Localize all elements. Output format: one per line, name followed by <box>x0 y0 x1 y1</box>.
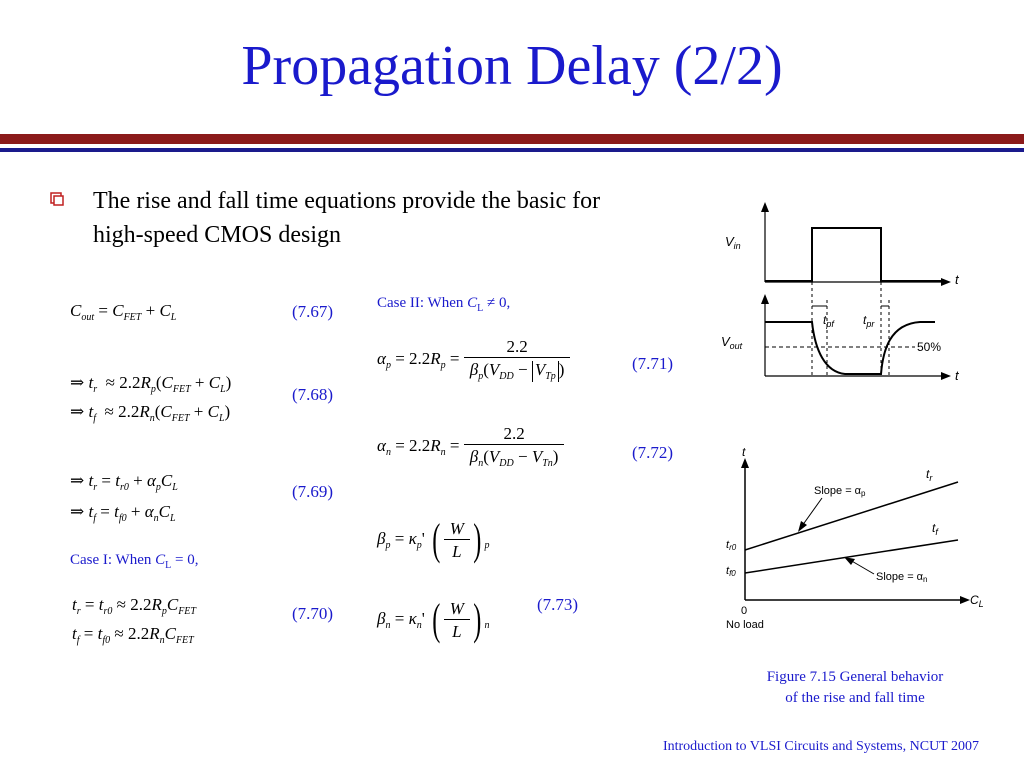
slope-p-label: Slope = αp <box>814 485 866 498</box>
equation-number-772: (7.72) <box>632 443 674 462</box>
vin-label: $V_{in}$ <box>725 234 741 251</box>
tr0-label: tr0 <box>726 539 737 552</box>
equation-number-767: (7.67) <box>292 302 334 321</box>
caption-line-2: of the rise and fall time <box>785 690 925 706</box>
title-rule-dark <box>0 134 1024 144</box>
rf-x-arrow-icon <box>960 596 970 604</box>
slope-n-arrow-icon <box>844 557 855 565</box>
slope-n-pointer <box>850 560 874 574</box>
equation-number-769: (7.69) <box>292 482 334 501</box>
equation-number-770: (7.70) <box>292 604 334 623</box>
slide-footer: Introduction to VLSI Circuits and Systems, NCUT 2007 <box>662 739 979 754</box>
bullet-square-icon <box>50 192 64 206</box>
tr-label: $t_r$ <box>926 467 933 483</box>
equation-770b: $t_f = t_{f0} \approx 2.2R_nC_{FET}$ <box>72 624 194 646</box>
equation-768a: ⇒ $t_r \approx 2.2R_p(C_{FET} + C_L)$ <box>70 373 232 395</box>
case-one-label: Case I: When $C_L = 0$, <box>70 552 199 571</box>
fifty-percent-label: 50% <box>917 340 942 354</box>
equation-772: $\alpha_n = 2.2R_n$ = $\frac{2.2}{\beta_n(V_{DD} - V_{Tn})}$ <box>377 425 564 469</box>
rf-t-axis-label: t <box>742 445 746 459</box>
slope-n-label: Slope = αn <box>876 571 928 584</box>
equation-771: $\alpha_p = 2.2R_p$ = $\frac{2.2}{\beta_p(V_{DD} - V_{Tp} )}$ <box>377 338 570 382</box>
tpr-label: $t_{pr}$ <box>863 313 875 329</box>
equation-770a: $t_r = t_{r0} \approx 2.2R_pC_{FET}$ <box>72 595 196 617</box>
equation-number-773: (7.73) <box>537 595 579 614</box>
vout-x-arrow-icon <box>941 372 951 380</box>
equation-767: $C_{out} = C_{FET} + C_L$ <box>70 301 177 323</box>
equation-768b: ⇒ $t_f \approx 2.2R_n(C_{FET} + C_L)$ <box>70 402 231 424</box>
rise-fall-figure <box>718 440 998 640</box>
vout-label: $V_{out}$ <box>721 334 743 351</box>
vout-curve <box>765 322 935 374</box>
rf-y-arrow-icon <box>741 458 749 468</box>
title-rule-blue <box>0 148 1024 152</box>
vin-y-arrow-icon <box>761 202 769 212</box>
equation-769a: ⇒ $t_r = t_{r0} + \alpha_pC_L$ <box>70 471 178 493</box>
equation-number-771: (7.71) <box>632 354 674 373</box>
figure-caption <box>725 667 985 709</box>
bullet-text: The rise and fall time equations provide the basic for high-speed CMOS design <box>93 188 601 248</box>
equation-769b: ⇒ $t_f = t_{f0} + \alpha_nC_L$ <box>70 502 176 524</box>
noload-label: No load <box>726 619 764 631</box>
waveform-figure <box>715 200 975 390</box>
equation-773b: $\beta_n = \kappa_n'$ ( $\frac{W}{L}$ ) $_n$ <box>377 595 490 644</box>
vin-pulse <box>765 228 945 281</box>
vout-t-label: t <box>955 368 959 383</box>
caption-line-1: Figure 7.15 General behavior <box>766 669 944 685</box>
tf0-label: tf0 <box>726 565 736 578</box>
equation-number-768: (7.68) <box>292 385 334 404</box>
tf-line <box>745 540 958 573</box>
tpf-label: $t_{pf}$ <box>823 313 834 329</box>
cl-axis-label: $C_L$ <box>970 593 984 609</box>
equation-773a: $\beta_p = \kappa_p'$ ( $\frac{W}{L}$ ) $_p$ <box>377 515 490 564</box>
zero-label: 0 <box>741 605 748 617</box>
tf-label: $t_f$ <box>932 521 938 537</box>
vout-y-arrow-icon <box>761 294 769 304</box>
slide-title: Propagation Delay (2/2) <box>241 35 783 97</box>
case-two-label: Case II: When $C_L \ne 0$, <box>377 295 511 314</box>
slope-p-pointer <box>802 498 822 526</box>
vin-t-label: t <box>955 272 959 287</box>
